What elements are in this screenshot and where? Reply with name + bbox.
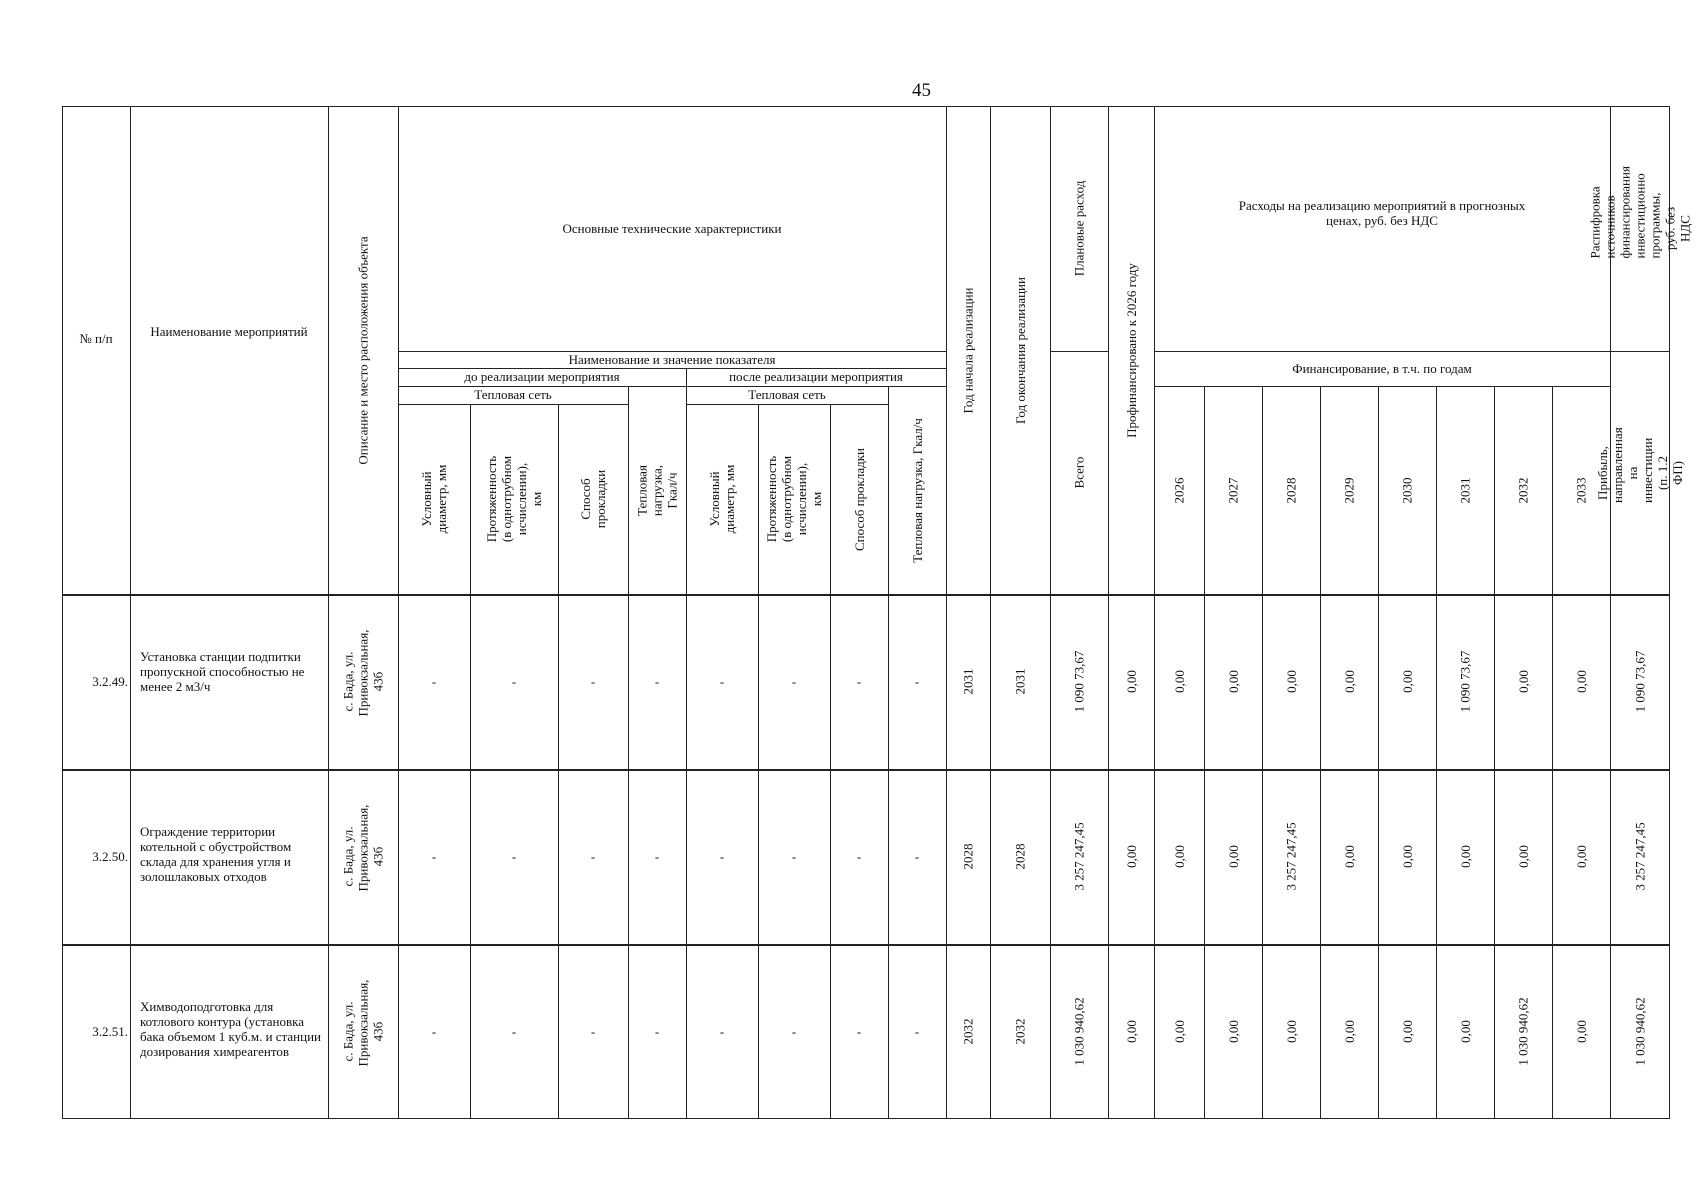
row-prefinanced [1108,769,1154,944]
row-year-value [1154,594,1204,769]
header-profit-text: Прибыль, направленная на инвестиции (п. 1.2 ФП) [1595,426,1685,503]
row-profit [1610,944,1670,1119]
header-laying-after-text: Способ прокладки [851,447,867,551]
row-year-value-text: 0,00 [1341,670,1357,693]
row-year-value-text: 0,00 [1457,845,1473,868]
row-tech-value: - [654,673,660,689]
row-year-value [1262,769,1320,944]
row-year-value [1552,769,1610,944]
row-year-value-text: 3 257 247,45 [1283,822,1299,891]
row-year-value-text: 0,00 [1573,845,1589,868]
header-laying-before-text: Способ прокладки [578,469,608,529]
row-tech-value: - [511,673,517,689]
row-year-value [1378,944,1436,1119]
header-tech: Основные технические характеристики [562,221,782,236]
header-length-before [470,404,558,594]
row-prefinanced [1108,594,1154,769]
header-profit [1595,351,1685,594]
row-location-text: с. Бада, ул. Привокзальная, 43б [340,804,386,892]
row-year-value-text: 0,00 [1171,1020,1187,1043]
header-year-2032-text: 2032 [1515,477,1531,503]
row-year-value-text: 1 090 73,67 [1457,650,1473,713]
header-planned [1050,106,1108,351]
row-num: 3.2.51. [92,1023,128,1039]
row-year-value [1262,594,1320,769]
row-profit-text: 1 090 73,67 [1632,650,1648,713]
row-tech-value: - [511,1023,517,1039]
header-location [328,106,398,594]
row-year-value-text: 0,00 [1225,845,1241,868]
header-after: после реализации мероприятия [729,369,903,384]
row-location [328,594,398,769]
header-year-2026 [1154,386,1204,594]
header-sources-text: Распифровка источников финансирования инвестиционно программы, руб. без НДС [1587,166,1693,259]
table-rule [398,106,399,1119]
row-year-value [1494,769,1552,944]
row-prefinanced-text: 0,00 [1123,670,1139,693]
row-tech-value: - [431,1023,437,1039]
row-year-value [1154,769,1204,944]
header-before: до реализации мероприятия [464,369,620,384]
header-year-2031 [1436,386,1494,594]
header-laying-after [830,404,888,594]
row-year-value [1436,944,1494,1119]
row-tech-value: - [791,848,797,864]
row-total-text: 1 090 73,67 [1071,650,1087,713]
row-year-value-text: 0,00 [1515,670,1531,693]
row-year-start [946,594,990,769]
row-tech-value: - [590,1023,596,1039]
header-year-2032 [1494,386,1552,594]
row-year-value-text: 0,00 [1399,845,1415,868]
row-total [1050,769,1108,944]
row-tech-value: - [791,673,797,689]
header-year-end-text: Год окончания реализации [1012,276,1028,424]
row-total [1050,594,1108,769]
header-planned-text: Плановые расход [1071,180,1087,277]
row-tech-value: - [856,1023,862,1039]
header-year-2030-text: 2030 [1399,477,1415,503]
row-year-value-text: 1 030 940,62 [1515,997,1531,1066]
row-year-value [1262,944,1320,1119]
header-length-before-text: Протяженность (в однотрубном исчислении), км [484,455,544,543]
header-year-2028 [1262,386,1320,594]
row-profit [1610,594,1670,769]
row-profit-text: 3 257 247,45 [1632,822,1648,891]
header-prefinanced-text: Профинансировано к 2026 году [1123,262,1139,438]
header-load-before [628,386,686,594]
row-tech-value: - [654,1023,660,1039]
header-load-after-text: Тепловая нагрузка, Гкал/ч [909,417,925,563]
row-profit-text: 1 030 940,62 [1632,997,1648,1066]
table-rule [62,106,63,1119]
header-heat-net-before: Тепловая сеть [474,387,552,402]
row-year-value [1378,769,1436,944]
header-year-2026-text: 2026 [1171,477,1187,503]
row-year-value [1436,769,1494,944]
row-year-value [1552,944,1610,1119]
header-load-after [888,386,946,594]
header-year-start [946,106,990,594]
row-tech-value: - [719,848,725,864]
header-expenses: Расходы на реализацию мероприятий в прогнозных ценах, руб. без НДС [1238,198,1526,228]
row-year-value [1204,769,1262,944]
row-tech-value: - [719,1023,725,1039]
row-year-value [1154,944,1204,1119]
table-rule [62,106,1670,107]
row-year-value [1494,944,1552,1119]
row-year-value-text: 0,00 [1171,670,1187,693]
page-number: 45 [912,80,931,101]
header-diameter-before [398,404,470,594]
header-year-end [990,106,1050,594]
row-prefinanced-text: 0,00 [1123,1020,1139,1043]
row-location [328,769,398,944]
header-financing: Финансирование, в т.ч. по годам [1292,361,1472,376]
row-tech-value: - [856,848,862,864]
header-length-after-text: Протяженность (в однотрубном исчислении), км [764,455,824,543]
row-tech-value: - [719,673,725,689]
row-location-text: с. Бада, ул. Привокзальная, 43б [340,979,386,1067]
investment-table [62,106,1693,1119]
row-num: 3.2.50. [92,848,128,864]
header-year-2033-text: 2033 [1573,477,1589,503]
row-year-value-text: 0,00 [1573,670,1589,693]
header-total [1050,351,1108,594]
row-name: Ограждение территории котельной с обустройством склада для хранения угля и золошлаковых отходов [140,824,292,884]
table-rule [130,106,131,1119]
row-tech-value: - [431,673,437,689]
row-year-value-text: 0,00 [1341,1020,1357,1043]
row-year-end-text: 2031 [1012,668,1028,695]
header-num: № п/п [79,331,113,346]
row-year-end-text: 2032 [1012,1018,1028,1045]
row-tech-value: - [511,848,517,864]
row-year-start [946,944,990,1119]
row-year-value [1320,769,1378,944]
row-year-value-text: 0,00 [1225,1020,1241,1043]
header-diameter-after [686,404,758,594]
header-laying-before [558,404,628,594]
header-sources [1587,106,1693,351]
header-year-2030 [1378,386,1436,594]
row-tech-value: - [914,1023,920,1039]
row-year-value-text: 0,00 [1171,845,1187,868]
row-year-end [990,594,1050,769]
row-year-value-text: 0,00 [1341,845,1357,868]
row-tech-value: - [914,848,920,864]
row-year-value-text: 0,00 [1225,670,1241,693]
row-total-text: 1 030 940,62 [1071,997,1087,1066]
row-tech-value: - [654,848,660,864]
row-tech-value: - [431,848,437,864]
header-diameter-after-text: Условный диаметр, мм [707,464,737,534]
row-name: Химводоподготовка для котлового контура (установка бака объемом 1 куб.м. и станции дозирования химреагентов [140,999,321,1059]
header-name: Наименование мероприятий [150,324,308,339]
header-diameter-before-text: Условный диаметр, мм [419,464,449,534]
row-year-start [946,769,990,944]
row-tech-value: - [791,1023,797,1039]
row-name: Установка станции подпитки пропускной способностью не менее 2 м3/ч [140,649,305,694]
row-num: 3.2.49. [92,673,128,689]
header-year-2029-text: 2029 [1341,477,1357,503]
row-year-value-text: 0,00 [1283,670,1299,693]
row-tech-value: - [914,673,920,689]
row-year-value [1494,594,1552,769]
row-year-value-text: 0,00 [1573,1020,1589,1043]
header-location-text: Описание и место расположения объекта [355,235,371,465]
row-prefinanced [1108,944,1154,1119]
row-tech-value: - [590,673,596,689]
row-year-value [1378,594,1436,769]
header-heat-net-after: Тепловая сеть [748,387,826,402]
table-rule [1154,351,1610,352]
header-length-after [758,404,830,594]
header-year-2029 [1320,386,1378,594]
row-year-value [1320,594,1378,769]
row-profit [1610,769,1670,944]
header-indicator: Наименование и значение показателя [568,352,776,367]
row-year-end [990,944,1050,1119]
row-year-value-text: 0,00 [1399,1020,1415,1043]
row-tech-value: - [590,848,596,864]
row-year-start-text: 2031 [960,668,976,695]
row-total [1050,944,1108,1119]
row-year-value-text: 0,00 [1399,670,1415,693]
header-total-text: Всего [1071,456,1087,489]
row-year-end-text: 2028 [1012,843,1028,870]
header-year-2028-text: 2028 [1283,477,1299,503]
row-year-end [990,769,1050,944]
row-year-value [1204,594,1262,769]
row-year-value [1436,594,1494,769]
header-year-2031-text: 2031 [1457,477,1473,503]
row-year-value-text: 0,00 [1515,845,1531,868]
header-year-start-text: Год начала реализации [960,286,976,414]
row-location-text: с. Бада, ул. Привокзальная, 43б [340,629,386,717]
row-year-value-text: 0,00 [1457,1020,1473,1043]
row-prefinanced-text: 0,00 [1123,845,1139,868]
header-load-before-text: Тепловая нагрузка, Гкал/ч [634,464,680,516]
row-year-value [1552,594,1610,769]
row-year-start-text: 2032 [960,1018,976,1045]
row-location [328,944,398,1119]
row-total-text: 3 257 247,45 [1071,822,1087,891]
header-prefinanced [1108,106,1154,594]
row-year-value-text: 0,00 [1283,1020,1299,1043]
header-year-2027 [1204,386,1262,594]
row-tech-value: - [856,673,862,689]
row-year-value [1320,944,1378,1119]
row-year-value [1204,944,1262,1119]
header-year-2027-text: 2027 [1225,477,1241,503]
row-year-start-text: 2028 [960,843,976,870]
